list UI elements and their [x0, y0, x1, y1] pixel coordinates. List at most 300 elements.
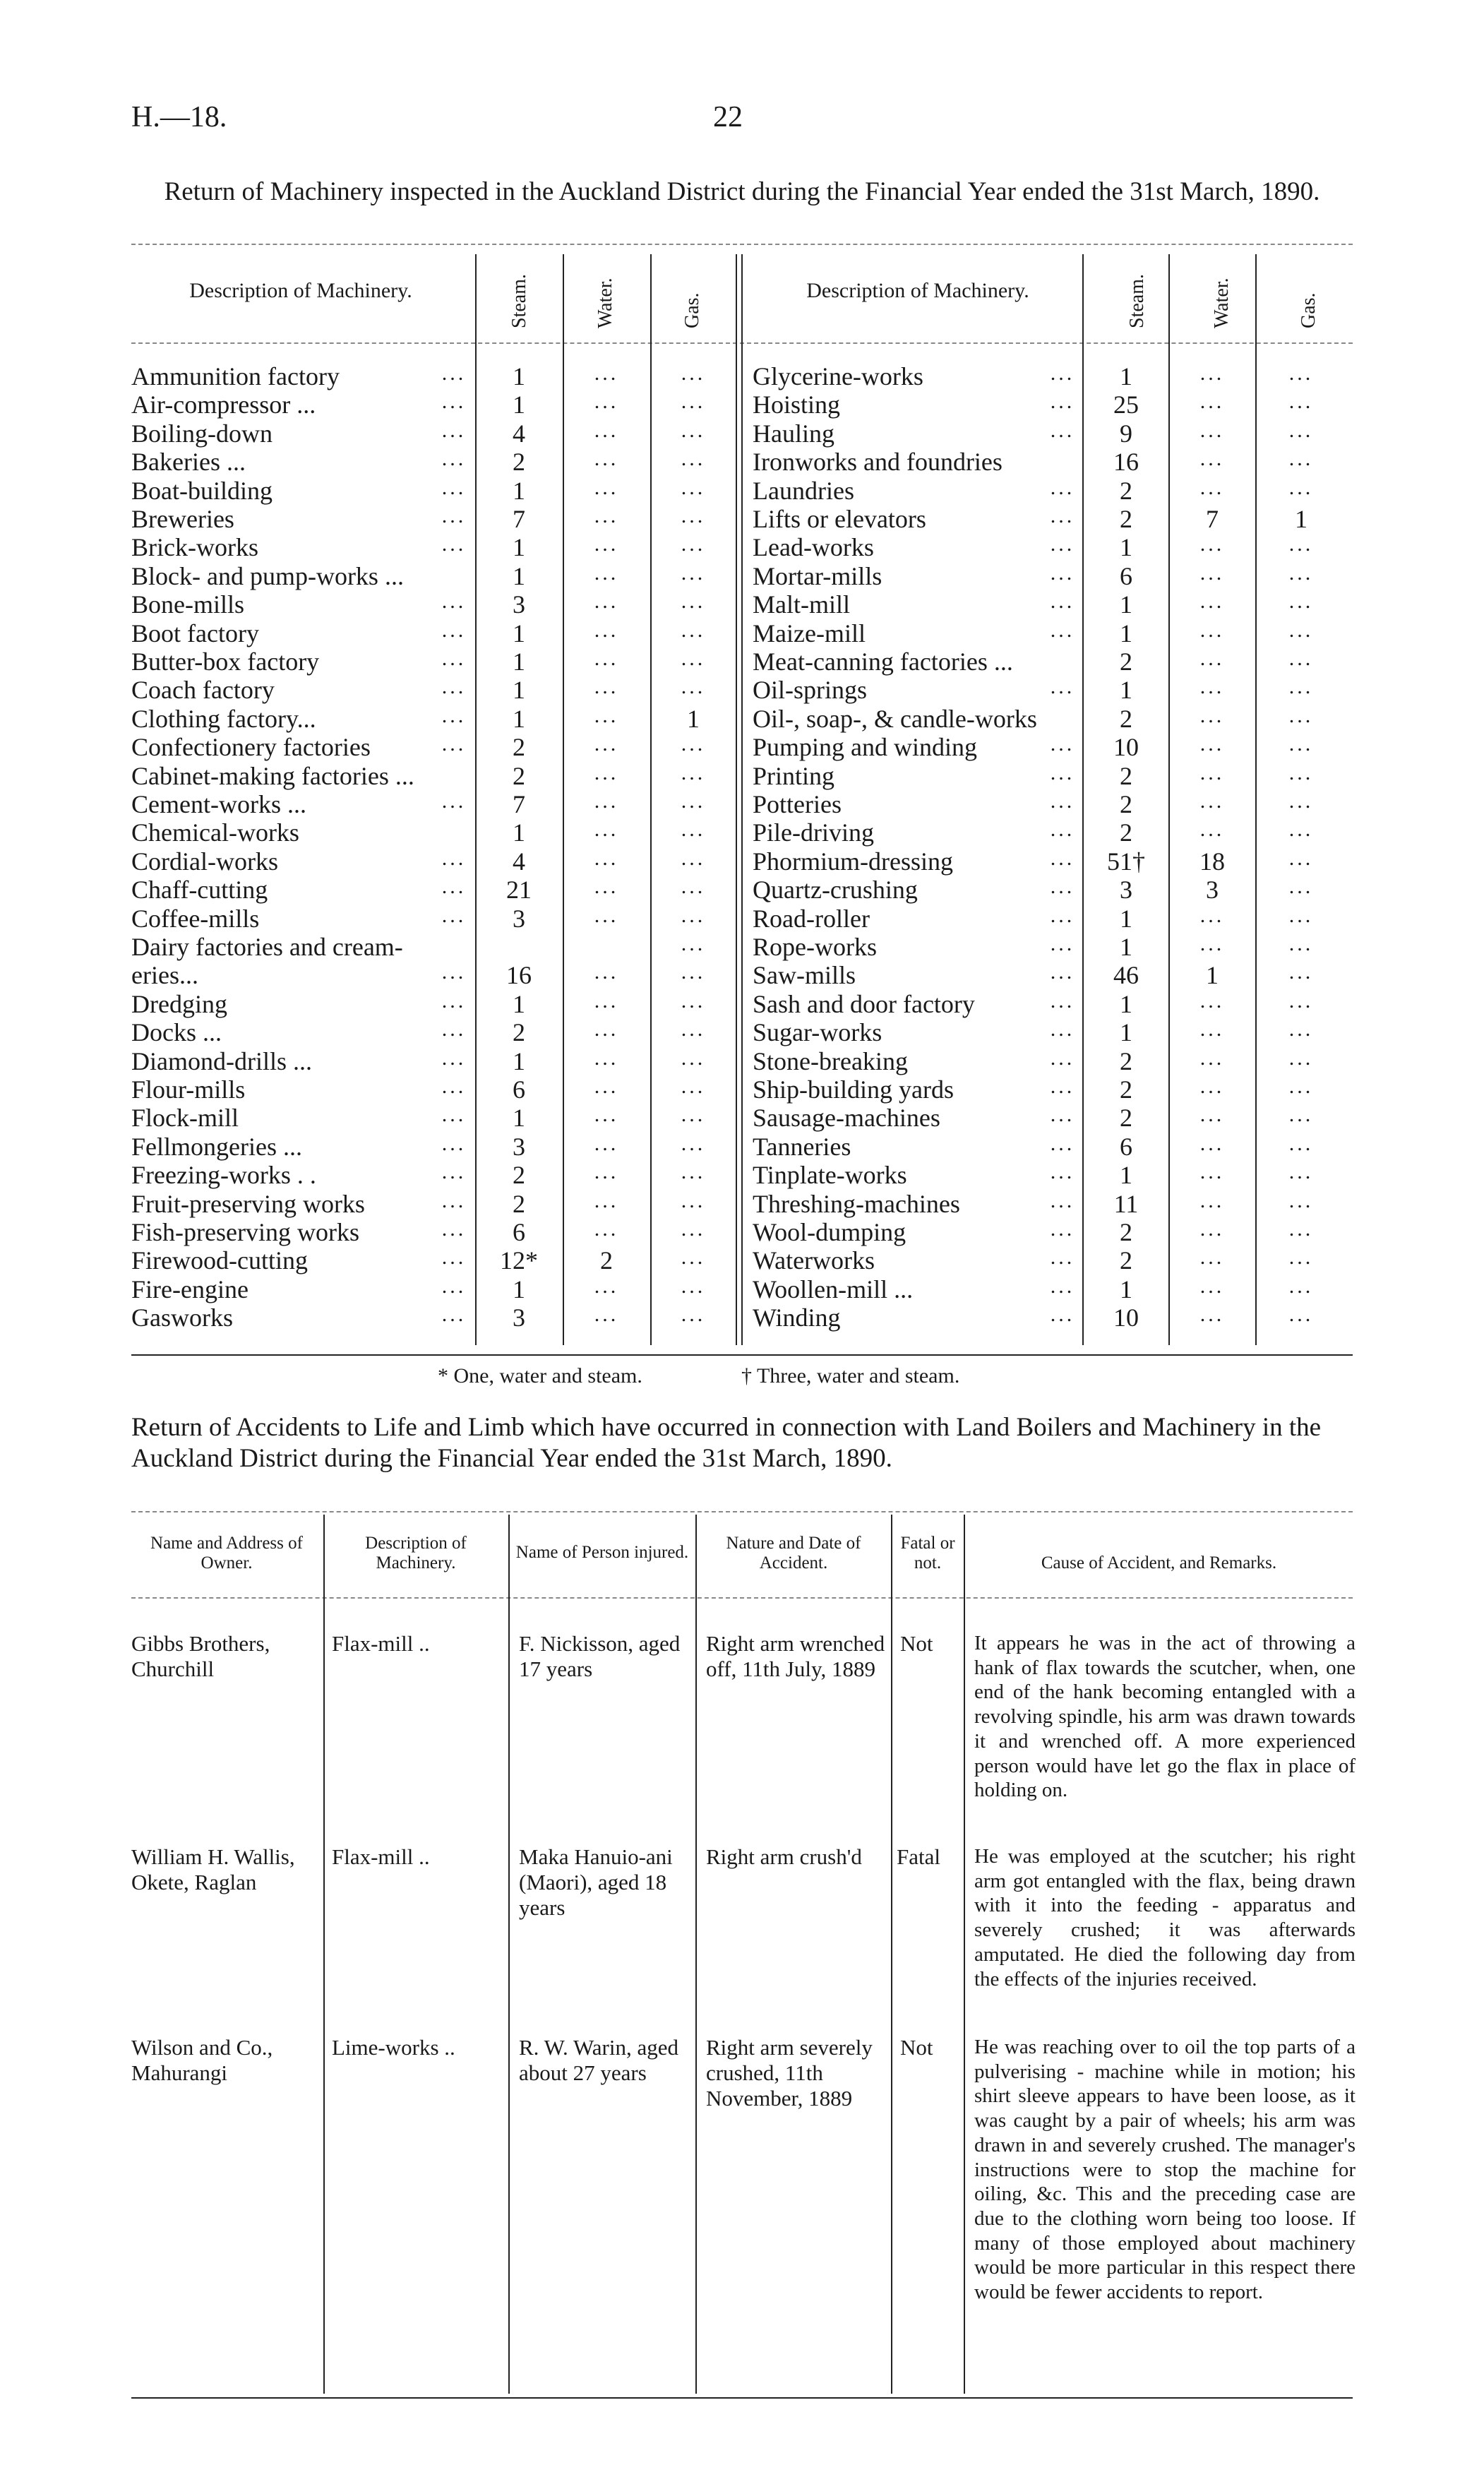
- machinery-name: Butter-box factory: [131, 647, 320, 676]
- steam-count: 1: [513, 676, 525, 705]
- water-count: ...: [594, 647, 619, 670]
- water-count: ...: [594, 675, 619, 699]
- leader-dots: ...: [441, 1303, 467, 1327]
- water-count: ...: [1199, 532, 1225, 556]
- water-count: ...: [594, 760, 619, 784]
- machinery-name: Boat-building: [131, 476, 273, 505]
- machinery-name: Pile-driving: [753, 818, 874, 847]
- leader-dots: ...: [441, 1160, 467, 1184]
- steam-count: 2: [513, 761, 525, 790]
- rule: [964, 1515, 965, 2394]
- steam-count: 1: [1120, 533, 1132, 562]
- water-count: ...: [594, 418, 619, 442]
- col-header-description-left: Description of Machinery.: [189, 279, 412, 302]
- rule: [1255, 254, 1257, 1345]
- water-count: ...: [1199, 418, 1225, 442]
- gas-count: ...: [681, 475, 706, 499]
- water-count: ...: [594, 390, 619, 414]
- leader-dots: ...: [441, 362, 467, 385]
- machinery-name: Threshing-machines: [753, 1189, 960, 1218]
- steam-count: 1: [513, 1046, 525, 1075]
- machinery-name: Fire-engine: [131, 1275, 249, 1303]
- leader-dots: ...: [441, 960, 467, 984]
- machinery-name: Winding: [753, 1303, 841, 1332]
- leader-dots: ...: [441, 504, 467, 527]
- steam-count: 2: [1120, 476, 1132, 505]
- machinery-name: Bone-mills: [131, 590, 244, 619]
- rule: [736, 254, 737, 1345]
- water-count: ...: [594, 362, 619, 385]
- machinery-name: Fish-preserving works: [131, 1218, 359, 1246]
- steam-count: 6: [513, 1075, 525, 1104]
- machinery-name: Hoisting: [753, 390, 841, 419]
- person-cell: R. W. Warin, aged about 27 years: [519, 2035, 678, 2085]
- cause-cell: It appears he was in the act of throwing a hank of flax towards the scutcher, when, one end of the hank becoming entangled with a revolving spindle, his arm was drawn towards it and wrenched off. A more experienced person would have let go the flax in place of holding on.: [974, 1632, 1356, 1802]
- col-header-steam-left: Steam.: [508, 274, 530, 328]
- machinery-name: Coffee-mills: [131, 904, 260, 933]
- water-count: ...: [1199, 732, 1225, 756]
- water-count: ...: [1199, 1274, 1225, 1298]
- col-header-description-right: Description of Machinery.: [806, 279, 1029, 302]
- col-header-water-right: Water.: [1211, 277, 1233, 328]
- steam-count: 2: [1120, 1046, 1132, 1075]
- gas-count: ...: [681, 1046, 706, 1070]
- nature-cell: Right arm wrenched off, 11th July, 1889: [706, 1631, 885, 1681]
- water-count: ...: [594, 561, 619, 585]
- machinery-name: Stone-breaking: [753, 1046, 908, 1075]
- footnote-one: * One, water and steam.: [438, 1364, 642, 1387]
- page-number: 22: [713, 101, 743, 133]
- steam-count: 2: [1120, 704, 1132, 733]
- water-count: ...: [1199, 362, 1225, 385]
- steam-count: 6: [513, 1218, 525, 1246]
- cause-cell: He was reaching over to oil the top parts of a pulverising - machine while in motion; his shirt sleeve appears to have been loose, as it was caught by a pair of wheels; his arm was drawn in and severely crushed. The manager's instructions were to stop the machine for oiling, &c. This and the preceding case are due to the clothing worn being too loose. If many of those employed about machinery would be more particular in this respect there would be fewer accidents to report.: [974, 2036, 1356, 2304]
- table-bottom-rule: [131, 2397, 1353, 2399]
- gas-count: ...: [681, 1217, 706, 1241]
- water-count: ...: [594, 1303, 619, 1327]
- gas-count: ...: [681, 846, 706, 870]
- steam-count: 1: [513, 1104, 525, 1133]
- gas-count: ...: [1288, 1131, 1314, 1155]
- water-count: ...: [594, 475, 619, 499]
- gas-count: ...: [681, 618, 706, 642]
- machinery-name: Tinplate-works: [753, 1161, 907, 1190]
- steam-count: 1: [513, 647, 525, 676]
- water-count: 2: [600, 1246, 613, 1275]
- steam-count: 7: [513, 505, 525, 533]
- machinery-name: Cabinet-making factories ...: [131, 761, 414, 790]
- col-header-gas-left: Gas.: [681, 292, 703, 328]
- machinery-name: Ironworks and foundries: [753, 448, 1003, 477]
- gas-count: ...: [681, 1160, 706, 1184]
- steam-count: 1: [1120, 676, 1132, 705]
- gas-count: ...: [681, 732, 706, 756]
- gas-count: ...: [1288, 1046, 1314, 1070]
- gas-count: ...: [1288, 475, 1314, 499]
- machinery-name: Ship-building yards: [753, 1075, 954, 1104]
- gas-count: ...: [681, 561, 706, 585]
- gas-count: ...: [1288, 1246, 1314, 1270]
- water-count: ...: [594, 818, 619, 842]
- steam-count: 2: [1120, 505, 1132, 533]
- water-count: ...: [1199, 647, 1225, 670]
- water-count: ...: [1199, 561, 1225, 585]
- gas-count: ...: [1288, 675, 1314, 699]
- machinery-name: Air-compressor ...: [131, 390, 316, 419]
- leader-dots: ...: [1050, 1131, 1075, 1155]
- leader-dots: ...: [1050, 504, 1075, 527]
- leader-dots: ...: [441, 846, 467, 870]
- rule: [695, 1515, 697, 2394]
- water-count: ...: [1199, 1075, 1225, 1098]
- gas-count: ...: [681, 1131, 706, 1155]
- machinery-name: Docks ...: [131, 1018, 222, 1047]
- steam-count: 1: [513, 476, 525, 505]
- leader-dots: ...: [1050, 1217, 1075, 1241]
- gas-count: ...: [681, 875, 706, 899]
- gas-count: ...: [681, 418, 706, 442]
- water-count: ...: [594, 618, 619, 642]
- gas-count: ...: [1288, 818, 1314, 842]
- steam-count: 2: [1120, 761, 1132, 790]
- water-count: ...: [594, 1103, 619, 1127]
- col-header-person: Name of Person injured.: [515, 1543, 689, 1562]
- steam-count: 25: [1113, 390, 1139, 419]
- leader-dots: ...: [1050, 475, 1075, 499]
- water-count: ...: [594, 1017, 619, 1041]
- water-count: ...: [594, 1274, 619, 1298]
- machinery-name: Breweries: [131, 505, 234, 533]
- machinery-name: Lead-works: [753, 533, 874, 562]
- steam-count: 1: [513, 362, 525, 390]
- machinery-name: Dairy factories and cream-: [131, 933, 403, 961]
- leader-dots: ...: [441, 475, 467, 499]
- machinery-name: Cement-works ...: [131, 790, 306, 818]
- steam-count: 4: [513, 847, 525, 876]
- water-count: ...: [1199, 1046, 1225, 1070]
- col-header-fatal: Fatal or not.: [900, 1534, 955, 1572]
- gas-count: ...: [681, 1188, 706, 1212]
- machinery-name: Laundries: [753, 476, 854, 505]
- water-count: ...: [594, 789, 619, 813]
- rule: [323, 1515, 325, 2394]
- gas-count: ...: [681, 675, 706, 699]
- machinery-name: Phormium-dressing: [753, 847, 953, 876]
- leader-dots: ...: [1050, 561, 1075, 585]
- machinery-cell: Flax-mill ..: [332, 1844, 430, 1869]
- machinery-name: Potteries: [753, 790, 842, 818]
- machinery-cell: Flax-mill ..: [332, 1631, 430, 1656]
- water-count: ...: [1199, 675, 1225, 699]
- leader-dots: ...: [441, 1017, 467, 1041]
- machinery-name: Ammunition factory: [131, 362, 340, 390]
- machinery-name: Printing: [753, 761, 835, 790]
- leader-dots: ...: [441, 989, 467, 1013]
- steam-count: 16: [506, 961, 532, 990]
- steam-count: 1: [1120, 989, 1132, 1018]
- steam-count: 1: [513, 818, 525, 847]
- machinery-name: Malt-mill: [753, 590, 850, 619]
- machinery-name: Sash and door factory: [753, 989, 975, 1018]
- machinery-name: Gasworks: [131, 1303, 233, 1332]
- steam-count: 2: [513, 448, 525, 477]
- machinery-return-title: Return of Machinery inspected in the Auckland District during the Financial Year ended the 31st March, 1890.: [164, 177, 1320, 206]
- machinery-name: Boiling-down: [131, 419, 273, 448]
- gas-count: ...: [1288, 1217, 1314, 1241]
- leader-dots: ...: [1050, 818, 1075, 842]
- leader-dots: ...: [441, 875, 467, 899]
- gas-count: ...: [1288, 760, 1314, 784]
- steam-count: 46: [1113, 961, 1139, 990]
- steam-count: 1: [513, 989, 525, 1018]
- gas-count: ...: [1288, 647, 1314, 670]
- machinery-name: Chemical-works: [131, 818, 299, 847]
- leader-dots: ...: [1050, 760, 1075, 784]
- table-top-rule: [131, 244, 1353, 245]
- steam-count: 1: [513, 561, 525, 590]
- steam-count: 1: [513, 390, 525, 419]
- leader-dots: ...: [441, 703, 467, 727]
- leader-dots: ...: [1050, 1103, 1075, 1127]
- machinery-name: Sugar-works: [753, 1018, 882, 1047]
- col-header-owner: Name and Address of Owner.: [150, 1534, 303, 1572]
- machinery-name: Coach factory: [131, 676, 275, 705]
- steam-count: 2: [1120, 790, 1132, 818]
- steam-count: 2: [1120, 1075, 1132, 1104]
- water-count: 18: [1199, 847, 1225, 876]
- steam-count: 12*: [500, 1246, 538, 1275]
- gas-count: ...: [681, 818, 706, 842]
- gas-count: ...: [1288, 989, 1314, 1013]
- machinery-cell: Lime-works ..: [332, 2035, 455, 2060]
- gas-count: ...: [681, 362, 706, 385]
- steam-count: 1: [1120, 933, 1132, 961]
- fatal-cell: Not: [900, 1631, 933, 1656]
- water-count: 3: [1206, 876, 1219, 905]
- steam-count: 2: [1120, 647, 1132, 676]
- steam-count: 1: [513, 704, 525, 733]
- gas-count: ...: [1288, 960, 1314, 984]
- steam-count: 2: [1120, 1246, 1132, 1275]
- machinery-name: Diamond-drills ...: [131, 1046, 312, 1075]
- water-count: ...: [594, 846, 619, 870]
- gas-count: ...: [1288, 447, 1314, 471]
- gas-count: ...: [1288, 1188, 1314, 1212]
- steam-count: 1: [1120, 1161, 1132, 1190]
- machinery-name: Chaff-cutting: [131, 876, 268, 905]
- machinery-name: Road-roller: [753, 904, 870, 933]
- machinery-name: Maize-mill: [753, 619, 866, 647]
- leader-dots: ...: [1050, 418, 1075, 442]
- water-count: ...: [594, 504, 619, 527]
- leader-dots: ...: [1050, 846, 1075, 870]
- steam-count: 9: [1120, 419, 1132, 448]
- steam-count: 2: [1120, 818, 1132, 847]
- rule: [1082, 254, 1084, 1345]
- gas-count: 1: [687, 704, 700, 733]
- machinery-name: Oil-, soap-, & candle-works: [753, 704, 1037, 733]
- steam-count: 1: [1120, 590, 1132, 619]
- gas-count: ...: [1288, 618, 1314, 642]
- machinery-name: Meat-canning factories ...: [753, 647, 1013, 676]
- water-count: ...: [594, 532, 619, 556]
- water-count: ...: [594, 1046, 619, 1070]
- steam-count: 2: [513, 1018, 525, 1047]
- steam-count: 6: [1120, 561, 1132, 590]
- leader-dots: ...: [441, 1075, 467, 1098]
- steam-count: 1: [1120, 619, 1132, 647]
- gas-count: 1: [1295, 505, 1308, 533]
- water-count: ...: [1199, 703, 1225, 727]
- steam-count: 16: [1113, 448, 1139, 477]
- leader-dots: ...: [1050, 1246, 1075, 1270]
- leader-dots: ...: [1050, 532, 1075, 556]
- gas-count: ...: [1288, 418, 1314, 442]
- steam-count: 1: [1120, 904, 1132, 933]
- machinery-name: eries...: [131, 961, 198, 990]
- water-count: ...: [594, 447, 619, 471]
- leader-dots: ...: [1050, 675, 1075, 699]
- steam-count: 4: [513, 419, 525, 448]
- steam-count: 21: [506, 876, 532, 905]
- rule: [891, 1515, 892, 2394]
- water-count: ...: [1199, 789, 1225, 813]
- steam-count: 1: [513, 533, 525, 562]
- machinery-name: Glycerine-works: [753, 362, 923, 390]
- water-count: ...: [594, 1217, 619, 1241]
- gas-count: ...: [681, 932, 706, 955]
- col-header-nature: Nature and Date of Accident.: [726, 1534, 861, 1572]
- water-count: ...: [1199, 390, 1225, 414]
- machinery-name: Flour-mills: [131, 1075, 246, 1104]
- steam-count: 3: [513, 590, 525, 619]
- leader-dots: ...: [441, 647, 467, 670]
- water-count: ...: [594, 989, 619, 1013]
- water-count: ...: [594, 590, 619, 614]
- gas-count: ...: [1288, 703, 1314, 727]
- water-count: ...: [1199, 1217, 1225, 1241]
- gas-count: ...: [681, 1103, 706, 1127]
- leader-dots: ...: [1050, 1303, 1075, 1327]
- water-count: ...: [1199, 1131, 1225, 1155]
- water-count: ...: [594, 1075, 619, 1098]
- machinery-name: Hauling: [753, 419, 834, 448]
- leader-dots: ...: [1050, 932, 1075, 955]
- leader-dots: ...: [1050, 789, 1075, 813]
- steam-count: 11: [1113, 1189, 1139, 1218]
- steam-count: 1: [513, 1275, 525, 1303]
- gas-count: ...: [681, 903, 706, 927]
- machinery-name: Woollen-mill ...: [753, 1275, 914, 1303]
- gas-count: ...: [1288, 1017, 1314, 1041]
- water-count: ...: [1199, 590, 1225, 614]
- leader-dots: ...: [1050, 1274, 1075, 1298]
- page-identifier: H.—18.: [131, 101, 227, 133]
- machinery-name: Sausage-machines: [753, 1104, 940, 1133]
- water-count: ...: [1199, 1303, 1225, 1327]
- water-count: ...: [1199, 760, 1225, 784]
- leader-dots: ...: [441, 590, 467, 614]
- machinery-name: Clothing factory...: [131, 704, 316, 733]
- leader-dots: ...: [1050, 732, 1075, 756]
- leader-dots: ...: [441, 447, 467, 471]
- machinery-name: Tanneries: [753, 1132, 851, 1161]
- col-header-cause: Cause of Accident, and Remarks.: [1041, 1553, 1277, 1572]
- gas-count: ...: [1288, 1103, 1314, 1127]
- leader-dots: ...: [441, 1217, 467, 1241]
- col-header-machinery: Description of Machinery.: [365, 1534, 467, 1572]
- steam-count: 1: [1120, 1018, 1132, 1047]
- gas-count: ...: [681, 1303, 706, 1327]
- leader-dots: ...: [441, 1188, 467, 1212]
- nature-cell: Right arm crush'd: [706, 1844, 862, 1869]
- steam-count: 2: [513, 733, 525, 762]
- gas-count: ...: [1288, 1274, 1314, 1298]
- water-count: ...: [1199, 1246, 1225, 1270]
- leader-dots: ...: [441, 1274, 467, 1298]
- steam-count: 3: [1120, 876, 1132, 905]
- steam-count: 2: [1120, 1104, 1132, 1133]
- machinery-name: Oil-springs: [753, 676, 867, 705]
- gas-count: ...: [681, 447, 706, 471]
- machinery-name: Freezing-works . .: [131, 1161, 316, 1190]
- water-count: ...: [1199, 475, 1225, 499]
- cause-cell: He was employed at the scutcher; his right arm got entangled with the flax, being drawn with it into the feeding - apparatus and severely crushed; it was afterwards amputated. He died the following day from the effects of the injuries received.: [974, 1845, 1356, 1990]
- leader-dots: ...: [441, 1246, 467, 1270]
- leader-dots: ...: [441, 903, 467, 927]
- machinery-name: Waterworks: [753, 1246, 875, 1275]
- machinery-name: Boot factory: [131, 619, 259, 647]
- leader-dots: ...: [1050, 618, 1075, 642]
- rule: [563, 254, 564, 1345]
- leader-dots: ...: [441, 789, 467, 813]
- machinery-name: Lifts or elevators: [753, 505, 926, 533]
- owner-cell: Wilson and Co., Mahurangi: [131, 2035, 273, 2085]
- gas-count: ...: [1288, 875, 1314, 899]
- water-count: ...: [1199, 1188, 1225, 1212]
- water-count: ...: [1199, 447, 1225, 471]
- leader-dots: ...: [1050, 989, 1075, 1013]
- machinery-name: Fruit-preserving works: [131, 1189, 365, 1218]
- water-count: ...: [594, 732, 619, 756]
- gas-count: ...: [681, 647, 706, 670]
- gas-count: ...: [681, 504, 706, 527]
- water-count: ...: [594, 903, 619, 927]
- steam-count: 1: [1120, 362, 1132, 390]
- leader-dots: ...: [441, 1131, 467, 1155]
- leader-dots: ...: [1050, 1046, 1075, 1070]
- gas-count: ...: [681, 989, 706, 1013]
- water-count: ...: [594, 703, 619, 727]
- machinery-name: Mortar-mills: [753, 561, 882, 590]
- steam-count: 3: [513, 904, 525, 933]
- person-cell: F. Nickisson, aged 17 years: [519, 1631, 681, 1681]
- water-count: ...: [1199, 903, 1225, 927]
- steam-count: 10: [1113, 733, 1139, 762]
- accidents-return-title: Return of Accidents to Life and Limb which have occurred in connection with Land Boilers and Machinery in the Auckland District during the Financial Year ended the 31st March, 1890.: [131, 1413, 1322, 1473]
- gas-count: ...: [1288, 932, 1314, 955]
- steam-count: 10: [1113, 1303, 1139, 1332]
- gas-count: ...: [681, 960, 706, 984]
- steam-count: 2: [1120, 1218, 1132, 1246]
- machinery-name: Cordial-works: [131, 847, 278, 876]
- gas-count: ...: [1288, 590, 1314, 614]
- col-header-water-left: Water.: [594, 277, 616, 328]
- water-count: ...: [594, 960, 619, 984]
- gas-count: ...: [1288, 390, 1314, 414]
- gas-count: ...: [681, 532, 706, 556]
- gas-count: ...: [1288, 903, 1314, 927]
